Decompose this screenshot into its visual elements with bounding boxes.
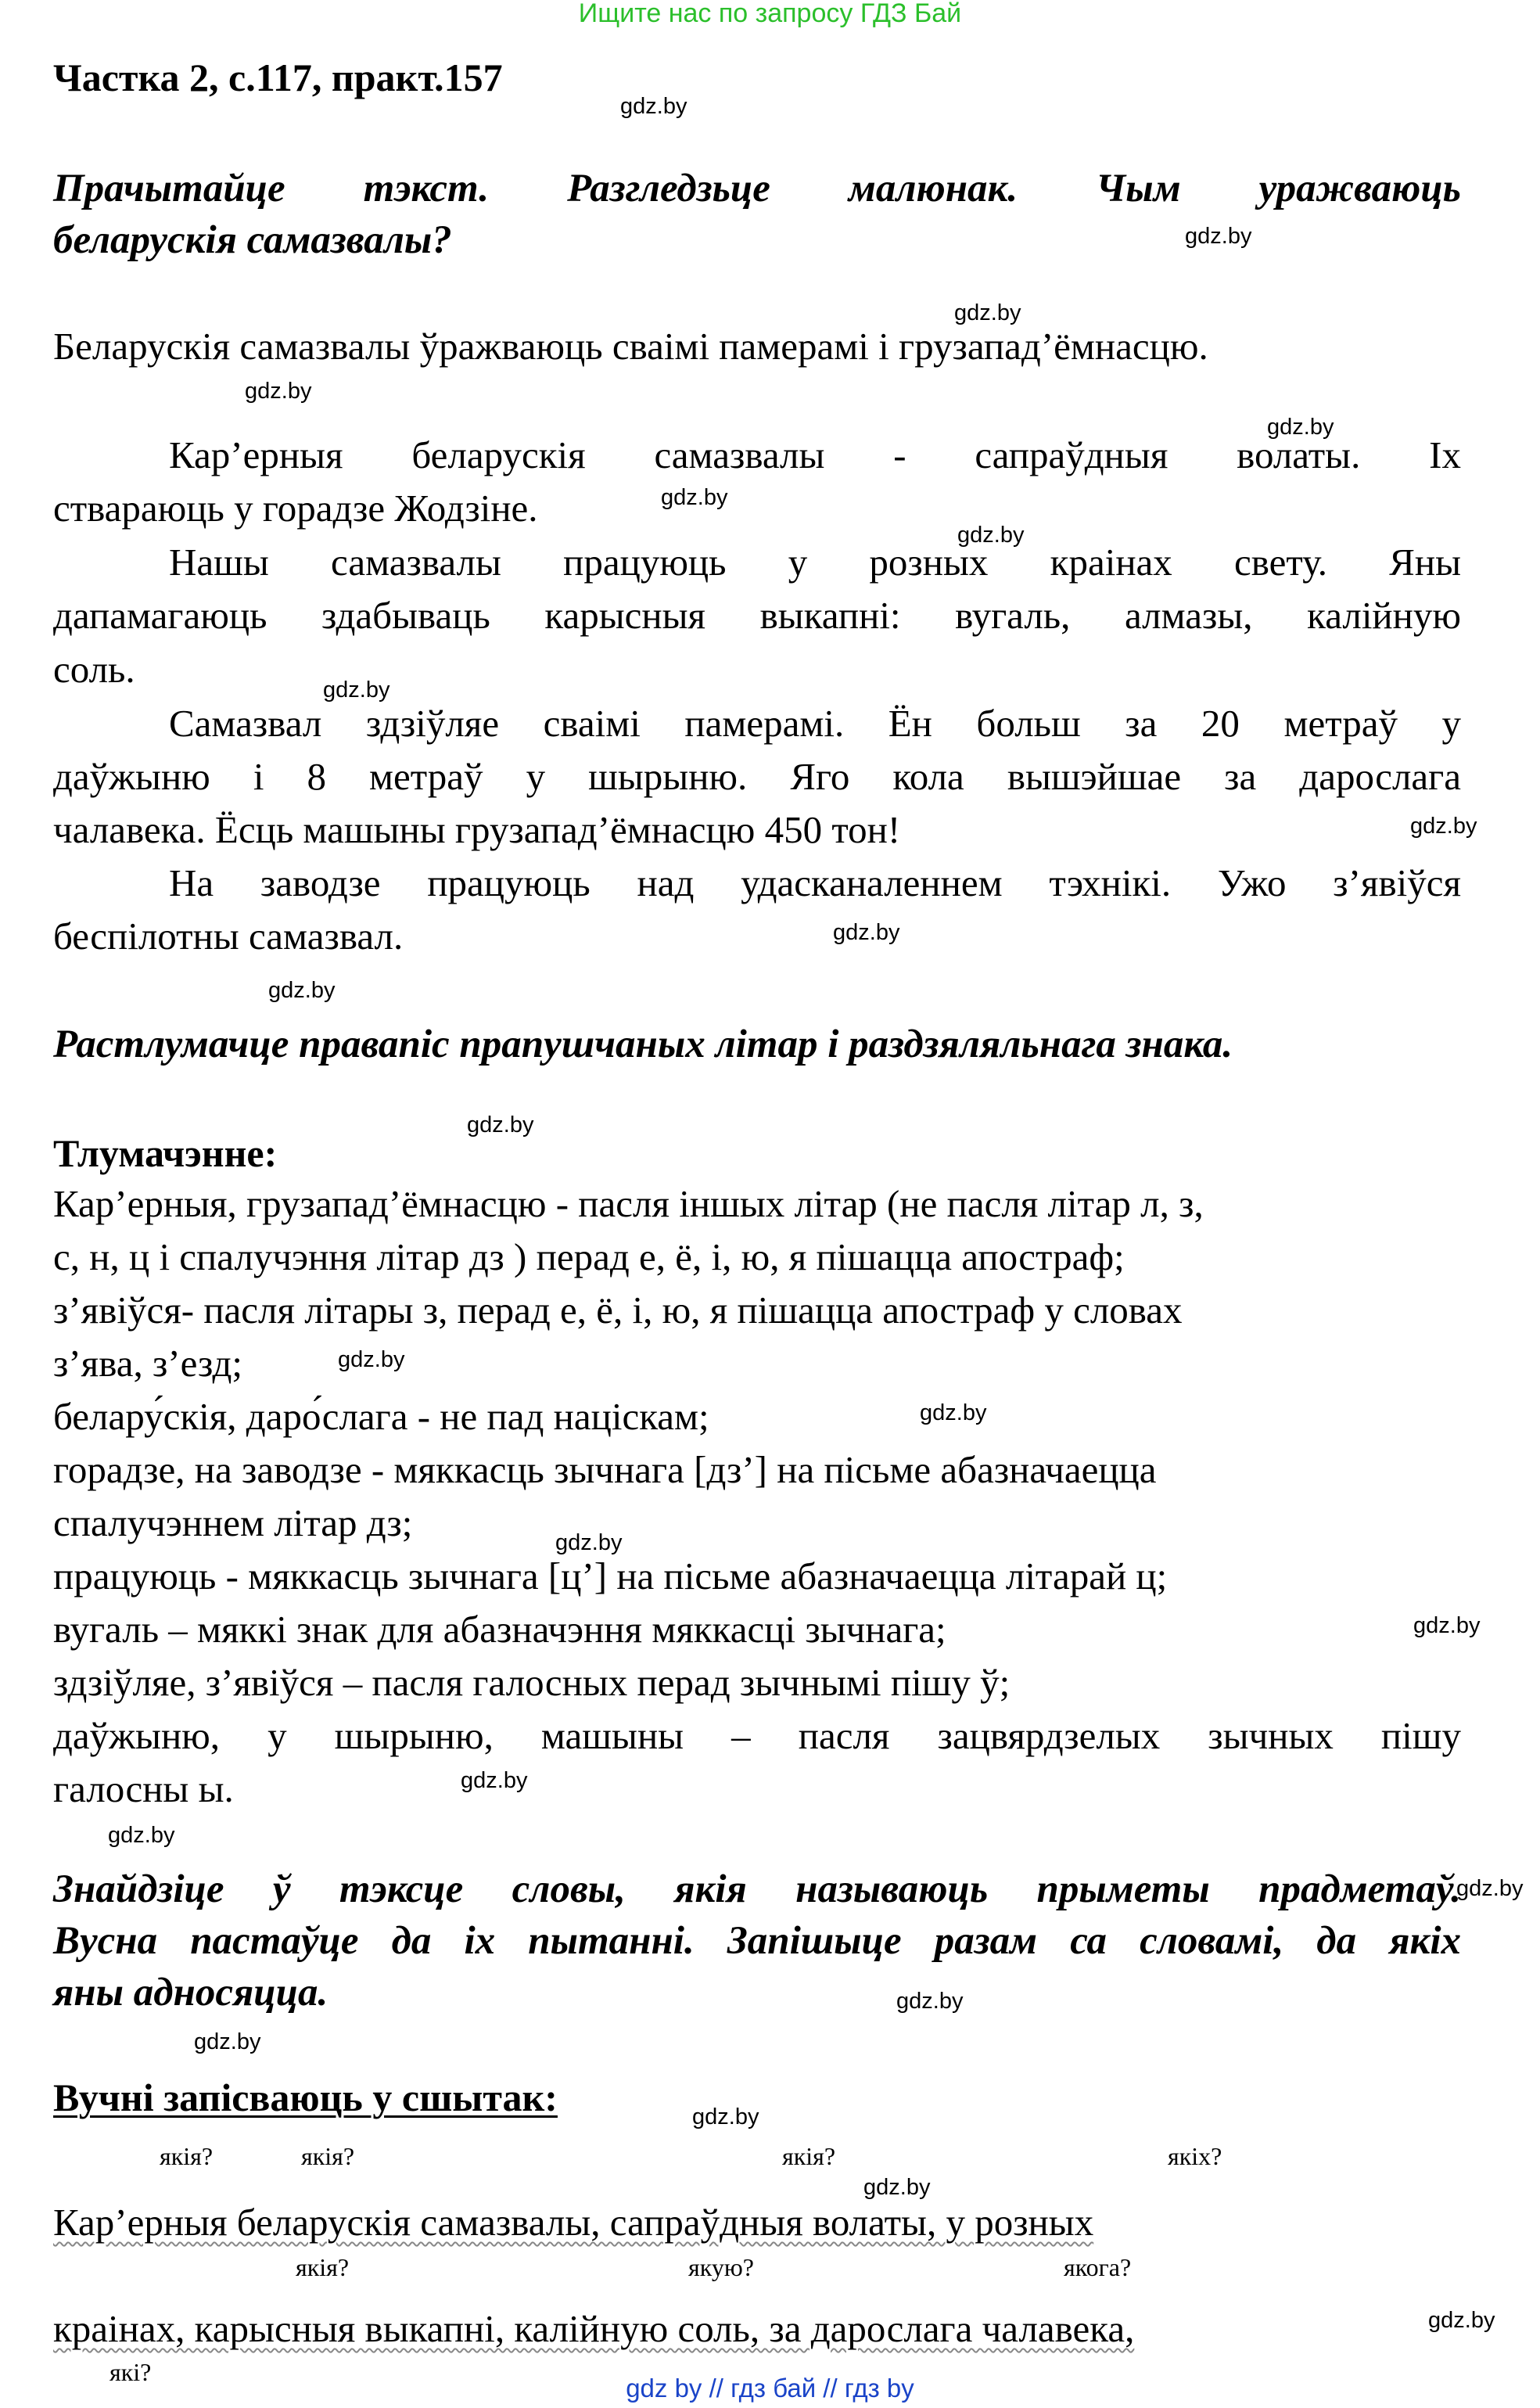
explanation-line: вугаль – мяккі знак для абазначэння мяккасці зычнага; [53, 1608, 946, 1651]
watermark: gdz.by [1413, 1613, 1481, 1638]
task3-line3: яны адносяцца. [53, 1971, 328, 2014]
watermark: gdz.by [108, 1823, 175, 1848]
notebook-title: Вучні запісваюць у сшытак: [53, 2076, 558, 2119]
watermark: gdz.by [863, 2175, 931, 2200]
explanation-line: з’ява, з’езд; [53, 1342, 242, 1385]
text-p2-line2: дапамагаюць здабываць карысныя выкапні: вугаль, алмазы, калійную [53, 594, 1461, 637]
watermark: gdz.by [1267, 415, 1334, 440]
watermark: gdz.by [245, 379, 312, 404]
explanation-line: с, н, ц і спалучэння літар дз ) перад е, ё, і, ю, я пішацца апостраф; [53, 1235, 1125, 1278]
text-p1-line1: Кар’ерныя беларускія самазвалы - сапраўдныя волаты. Іх [169, 433, 1461, 476]
page-header: Частка 2, с.117, практ.157 [53, 56, 503, 99]
task2: Растлумачце правапіс прапушчаных літар і раздзяляльнага знака. [53, 1023, 1233, 1066]
explanation-line: горадзе, на заводзе - мяккасць зычнага [дз’] на пісьме абазначаецца [53, 1448, 1157, 1491]
question-label: якую? [688, 2253, 754, 2281]
notebook-line2: краінах, карысныя выкапні, калійную соль, за дарослага чалавека, [53, 2307, 1135, 2350]
watermark: gdz.by [555, 1530, 623, 1555]
task3-line1: Знайдзіце ў тэксце словы, якія называюць прыметы прадметаў. [53, 1867, 1461, 1911]
task1-line2: беларускія самазвалы? [53, 218, 452, 262]
text-p3-line3: чалавека. Ёсць машыны грузапад’ёмнасцю 450 тон! [53, 808, 901, 851]
text-p1-line2: ствараюць у горадзе Жодзіне. [53, 487, 538, 530]
text-p4-line2: беспілотны самазвал. [53, 915, 404, 958]
watermark: gdz.by [323, 677, 390, 703]
watermark: gdz.by [1410, 814, 1477, 839]
watermark: gdz.by [920, 1400, 987, 1425]
text-p2-line3: соль. [53, 648, 135, 691]
notebook-line1: Кар’ерныя беларускія самазвалы, сапраўдныя волаты, у розных [53, 2201, 1094, 2244]
explanation-line: працуюць - мяккасць зычнага [ц’] на пісьме абазначаецца літарай ц; [53, 1554, 1168, 1598]
explanation-line: спалучэннем літар дз; [53, 1501, 413, 1544]
question-label: якія? [160, 2142, 214, 2170]
question-label: які? [109, 2358, 152, 2386]
watermark: gdz.by [620, 94, 687, 119]
watermark: gdz.by [954, 300, 1021, 325]
question-label: якія? [301, 2142, 355, 2170]
question-label: якія? [782, 2142, 836, 2170]
question-label: якіх? [1168, 2142, 1222, 2170]
explanation-line: белару́скія, даро́слага - не пад націскам; [53, 1395, 709, 1438]
watermark: gdz.by [661, 485, 728, 510]
footer-links[interactable]: gdz by // гдз бай // гдз by [626, 2374, 914, 2403]
watermark: gdz.by [833, 920, 900, 945]
watermark: gdz.by [461, 1768, 528, 1793]
watermark: gdz.by [1185, 224, 1252, 249]
explanation-line: з’явіўся- пасля літары з, перад е, ё, і, ю, я пішацца апостраф у словах [53, 1288, 1183, 1332]
watermark: gdz.by [194, 2029, 261, 2054]
watermark: gdz.by [896, 1989, 964, 2014]
question-label: якога? [1064, 2253, 1132, 2281]
text-p2-line1: Нашы самазвалы працуюць у розных краінах свету. Яны [169, 541, 1461, 584]
text-p4-line1: На заводзе працуюць над удасканаленнем тэхнікі. Ужо з’явіўся [169, 861, 1461, 904]
explanation-title: Тлумачэнне: [53, 1131, 278, 1175]
watermark: gdz.by [268, 978, 336, 1003]
watermark: gdz.by [957, 523, 1025, 548]
explanation-line: Кар’ерныя, грузапад’ёмнасцю - пасля іншых літар (не пасля літар л, з, [53, 1182, 1204, 1225]
explanation-line: галосны ы. [53, 1767, 234, 1810]
explanation-line: здзіўляе, з’явіўся – пасля галосных перад зычнымі пішу ў; [53, 1661, 1011, 1704]
watermark: gdz.by [1428, 2308, 1495, 2333]
task1-line1: Прачытайце тэкст. Разгледзьце малюнак. Чым уражваюць [53, 167, 1461, 210]
task3-line2: Вусна пастаўце да іх пытанні. Запішыце разам са словамі, да якіх [53, 1919, 1461, 1963]
explanation-line: даўжыню, у шырыню, машыны – пасля зацвярдзелых зычных пішу [53, 1714, 1461, 1757]
text-p3-line1: Самазвал здзіўляе сваімі памерамі. Ён больш за 20 метраў у [169, 702, 1461, 745]
text-p3-line2: даўжыню і 8 метраў у шырыню. Яго кола вышэйшае за дарослага [53, 755, 1461, 798]
answer1-text: Беларускія самазвалы ўражваюць сваімі памерамі і грузапад’ёмнасцю. [53, 325, 1208, 368]
watermark: gdz.by [692, 2104, 759, 2129]
question-label: якія? [296, 2253, 350, 2281]
top-banner-link[interactable]: Ищите нас по запросу ГДЗ Бай [578, 0, 962, 28]
watermark: gdz.by [467, 1112, 534, 1138]
watermark: gdz.by [338, 1347, 405, 1372]
watermark: gdz.by [1456, 1876, 1524, 1901]
